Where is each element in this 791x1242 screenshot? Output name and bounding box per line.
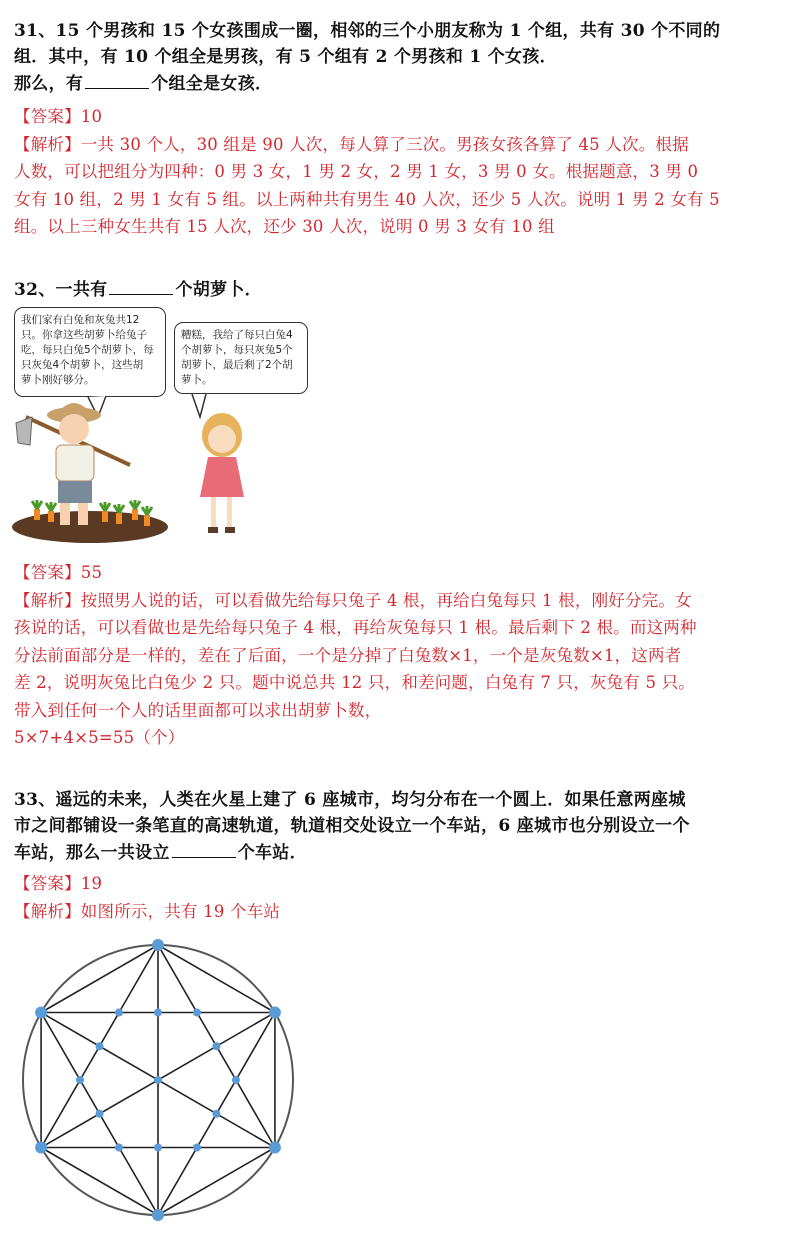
q32-analysis-line: 分法前面部分是一样的，差在了后面，一个是分掉了白兔数×1，一个是灰兔数×1，这两者 [14,645,682,665]
q31-line3-after: 个组全是女孩． [151,74,273,94]
q33-solution [14,870,782,925]
city-station-dot [269,1142,281,1154]
station-dot [154,1076,162,1084]
q32-answer-blank [109,276,173,295]
station-dot [212,1042,220,1050]
city-station-dot [269,1007,281,1019]
track-line [158,1148,275,1216]
q32-stem [14,276,782,303]
q32-analysis-line: 孩说的话，可以看做也是先给每只兔子 4 根，再给灰兔每只 1 根。最后剩下 2 根。而这两种 [14,618,697,637]
q33-line3-before: 车站，那么一共设立 [14,843,170,863]
station-dot [96,1042,104,1050]
farmer-and-girl-drawing [10,305,310,550]
station-dot [193,1144,201,1152]
station-dot [76,1076,84,1084]
station-dot [193,1009,201,1017]
q31-line2: 组．其中，有 10 个组全是男孩，有 5 个组有 2 个男孩和 1 个女孩． [14,47,557,67]
station-dot [212,1110,220,1118]
q32-answer: 【答案】55 [14,563,103,582]
track-line [41,1148,158,1216]
q31-answer-blank [85,70,149,89]
city-station-dot [35,1142,47,1154]
q33-stem [14,787,782,866]
q31-line1: 31、15 个男孩和 15 个女孩围成一圈，相邻的三个小朋友称为 1 个组，共有 30 个不同的 [14,21,721,41]
q31-line3-before: 那么，有 [14,74,84,94]
q33-line1: 33、遥远的未来，人类在火星上建了 6 座城市，均匀分布在一个圆上．如果任意两座城 [14,790,686,810]
q31-stem [14,18,782,97]
station-dot [154,1009,162,1017]
q31-analysis-line: 组。以上三种女生共有 15 人次，还少 30 人次，说明 0 男 3 女有 10 组 [14,217,555,236]
station-dot [115,1144,123,1152]
q33-answer-blank [172,839,236,858]
q33-answer: 【答案】19 [14,874,103,893]
station-dot [115,1009,123,1017]
q32-analysis-line: 5×7+4×5=55（个） [14,728,185,747]
q32-analysis-line: 差 2，说明灰兔比白兔少 2 只。题中说总共 12 只，和差问题，白兔有 7 只，灰兔有 5 只。 [14,673,695,692]
station-dot [154,1144,162,1152]
q32-analysis-line: 带入到任何一个人的话里面都可以求出胡萝卜数， [14,700,382,720]
city-station-dot [152,939,164,951]
q32-illustration [10,305,310,550]
city-station-dot [35,1007,47,1019]
q31-analysis-line: 人数，可以把组分为四种：0 男 3 女，1 男 2 女，2 男 1 女，3 男 0 女。根据题意，3 男 0 [14,162,699,181]
q32-before: 32、一共有 [14,280,108,300]
station-dot [96,1110,104,1118]
q31-solution [14,103,782,241]
q32-after: 个胡萝卜． [175,280,262,300]
q31-analysis-line: 【解析】一共 30 个人，30 组是 90 人次，每人算了三次。男孩女孩各算了 45 人次。根据 [14,134,689,154]
q32-analysis-line: 【解析】按照男人说的话，可以看做先给每只兔子 4 根，再给白兔每只 1 根，刚好分完。女 [14,590,692,610]
q31-line3 [14,70,782,97]
q31-analysis-line: 女有 10 组，2 男 1 女有 5 组。以上两种共有男生 40 人次，还少 5 人次。说明 1 男 2 女有 5 [14,189,720,209]
girl-speech-bubble: 糟糕，我给了每只白兔4 个胡萝卜，每只灰兔5个 胡萝卜，最后剩了2个胡 萝卜。 [174,322,308,394]
track-line [158,945,275,1013]
q31-answer: 【答案】10 [14,107,103,126]
q33-line3-after: 个车站． [237,843,307,863]
hexagon-track-diagram [0,930,320,1230]
city-station-dot [152,1209,164,1221]
man-speech-bubble: 我们家有白兔和灰兔共12 只。你拿这些胡萝卜给兔子 吃，每只白兔5个胡萝卜，每 只灰兔4个胡萝卜，这些胡 萝卜刚好够分。 [14,307,166,397]
q32-solution [14,559,782,752]
station-dot [232,1076,240,1084]
track-line [41,945,158,1013]
q33-line2: 市之间都铺设一条笔直的高速轨道，轨道相交处设立一个车站，6 座城市也分别设立一个 [14,816,690,836]
q33-analysis: 【解析】如图所示，共有 19 个车站 [14,901,281,921]
